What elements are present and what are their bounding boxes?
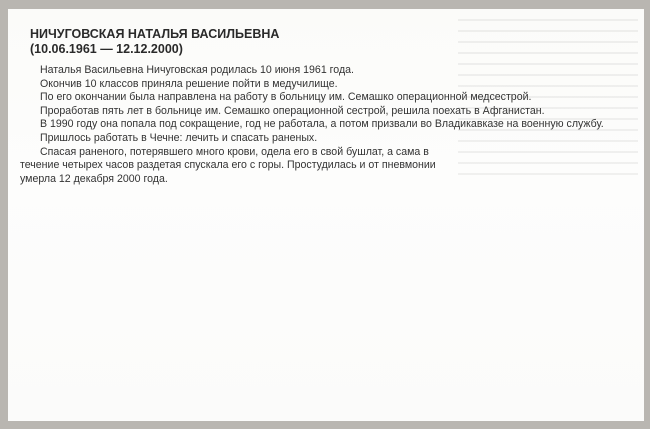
paragraph: Спасая раненого, потерявшего много крови, одела его в свой бушлат, а сама в течение четырех часов раздетая спускала его с горы. Простудилась и от пневмонии умерла 12 декабря 2000 года. bbox=[20, 145, 436, 185]
person-name: НИЧУГОВСКАЯ НАТАЛЬЯ ВАСИЛЬЕВНА bbox=[30, 27, 280, 41]
document-page bbox=[8, 9, 644, 421]
biography-heading bbox=[30, 27, 279, 57]
biography-body bbox=[20, 64, 640, 186]
life-dates: (10.06.1961 — 12.12.2000) bbox=[30, 42, 183, 56]
paragraph: Проработав пять лет в больнице им. Семашко операционной сестрой, решила поехать в Афганистан. bbox=[40, 104, 545, 117]
paragraph: Окончив 10 классов приняла решение пойти в медучилище. bbox=[40, 77, 338, 90]
paragraph: Пришлось работать в Чечне: лечить и спасать раненых. bbox=[40, 131, 318, 144]
paragraph: Наталья Васильевна Ничуговская родилась 10 июня 1961 года. bbox=[40, 64, 354, 76]
paragraph: По его окончании была направлена на работу в больницу им. Семашко операционной медсестрой. bbox=[40, 91, 532, 104]
paragraph: В 1990 году она попала под сокращение, год не работала, а потом призвали во Владикавказе на военную службу. bbox=[40, 118, 604, 131]
